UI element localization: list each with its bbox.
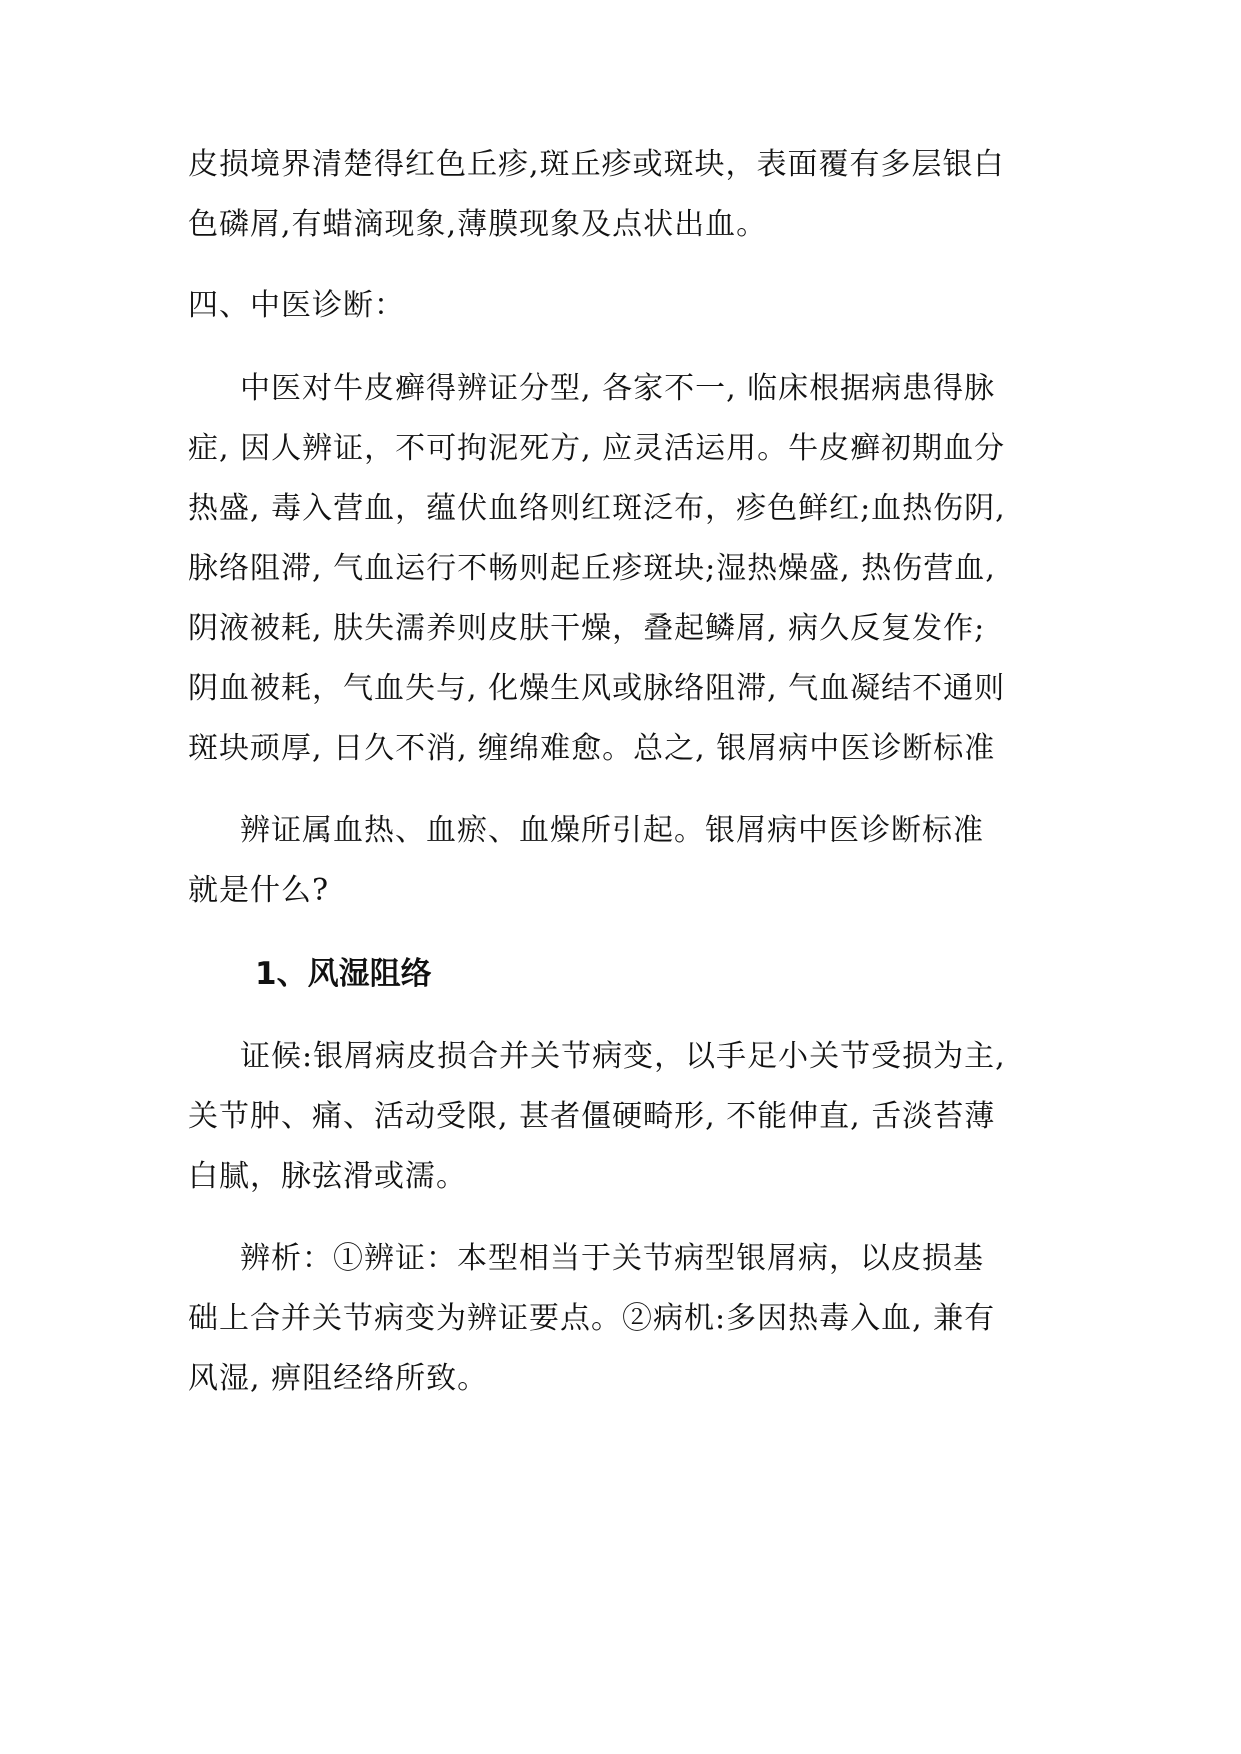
paragraph-4-line-1: 证候:银屑病皮损合并关节病变，以手足小关节受损为主, [240,1039,1006,1074]
paragraph-2-line-1: 中医对牛皮癣得辨证分型, 各家不一, 临床根据病患得脉 [240,371,996,406]
paragraph-3-line-2: 就是什么? [188,873,330,908]
paragraph-5-line-1: 辨析：①辨证：本型相当于关节病型银屑病，以皮损基 [240,1241,984,1276]
paragraph-5-line-2: 础上合并关节病变为辨证要点。②病机:多因热毒入血, 兼有 [188,1301,996,1336]
paragraph-5-line-3: 风湿, 痹阻经络所致。 [188,1361,489,1396]
paragraph-4-line-2: 关节肿、痛、活动受限, 甚者僵硬畸形, 不能伸直, 舌淡苔薄 [188,1099,996,1134]
paragraph-2-line-2: 症, 因人辨证，不可拘泥死方, 应灵活运用。牛皮癣初期血分 [188,431,1006,466]
paragraph-3-line-1: 辨证属血热、血瘀、血燥所引起。银屑病中医诊断标准 [240,813,984,848]
paragraph-2-line-4: 脉络阻滞, 气血运行不畅则起丘疹斑块;湿热燥盛, 热伤营血, [188,551,996,586]
paragraph-2-line-3: 热盛, 毒入营血，蕴伏血络则红斑泛布，疹色鲜红;血热伤阴, [188,491,1006,526]
paragraph-2-line-7: 斑块顽厚, 日久不消, 缠绵难愈。总之, 银屑病中医诊断标准 [188,731,996,766]
paragraph-1-line-1: 皮损境界清楚得红色丘疹,斑丘疹或斑块，表面覆有多层银白 [188,147,1005,182]
paragraph-4-line-3: 白腻，脉弦滑或濡。 [188,1159,467,1194]
subheading-wind-damp: 1、风湿阻络 [255,956,432,992]
paragraph-2-line-5: 阴液被耗, 肤失濡养则皮肤干燥，叠起鳞屑, 病久反复发作; [188,611,986,646]
paragraph-2-line-6: 阴血被耗，气血失与, 化燥生风或脉络阻滞, 气血凝结不通则 [188,671,1006,706]
section-heading-tcm-diagnosis: 四、中医诊断： [188,288,405,323]
paragraph-1-line-2: 色磷屑,有蜡滴现象,薄膜现象及点状出血。 [188,207,768,242]
